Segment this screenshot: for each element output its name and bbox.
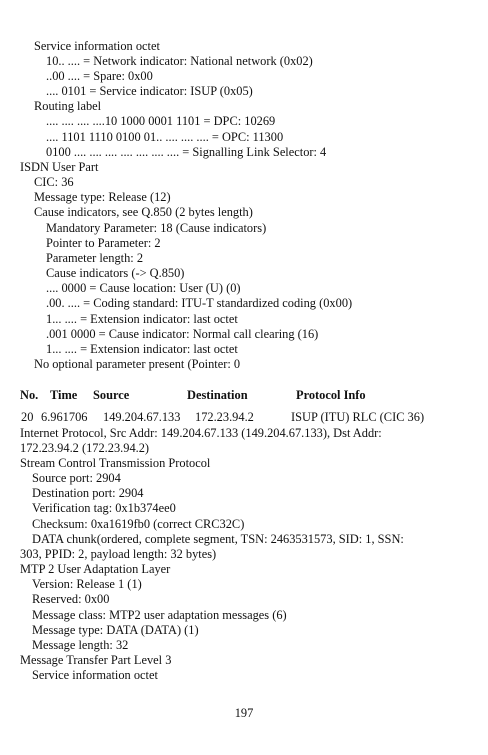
column-header-destination: Destination (187, 388, 248, 402)
column-header-time: Time (50, 388, 78, 402)
text-line: Pointer to Parameter: 2 (46, 236, 161, 250)
text-line: CIC: 36 (34, 175, 74, 189)
text-line: Stream Control Transmission Protocol (20, 456, 211, 470)
text-line: Routing label (34, 99, 102, 113)
text-line: ISDN User Part (20, 160, 99, 174)
cell-destination: 172.23.94.2 (195, 410, 254, 424)
text-line: MTP 2 User Adaptation Layer (20, 562, 171, 576)
text-line: No optional parameter present (Pointer: 0 (34, 357, 241, 371)
column-header-protocol-info: Protocol Info (296, 388, 366, 402)
text-line: Parameter length: 2 (46, 251, 144, 265)
text-line: .... 0101 = Service indicator: ISUP (0x05) (46, 84, 253, 98)
text-line: Internet Protocol, Src Addr: 149.204.67.133 (149.204.67.133), Dst Addr: (20, 426, 382, 440)
text-line: Message class: MTP2 user adaptation messages (6) (32, 608, 287, 622)
text-line: Destination port: 2904 (32, 486, 144, 500)
text-line: 172.23.94.2 (172.23.94.2) (20, 441, 150, 455)
text-line: Service information octet (34, 39, 160, 53)
text-line: .... .... .... ....10 1000 0001 1101 = DPC: 10269 (46, 114, 276, 128)
cell-source: 149.204.67.133 (103, 410, 181, 424)
text-line: ..00 .... = Spare: 0x00 (46, 69, 153, 83)
text-line: .00. .... = Coding standard: ITU-T standardized coding (0x00) (46, 296, 353, 310)
text-line: Checksum: 0xa1619fb0 (correct CRC32C) (32, 517, 245, 531)
text-line: Version: Release 1 (1) (32, 577, 142, 591)
text-line: DATA chunk(ordered, complete segment, TSN: 2463531573, SID: 1, SSN: (32, 532, 404, 546)
text-line: Verification tag: 0x1b374ee0 (32, 501, 176, 515)
column-header-source: Source (93, 388, 130, 402)
cell-no: 20 (21, 410, 34, 424)
text-line: Cause indicators, see Q.850 (2 bytes length) (34, 205, 253, 219)
cell-time: 6.961706 (41, 410, 88, 424)
text-line: Message type: Release (12) (34, 190, 171, 204)
text-line: 1... .... = Extension indicator: last octet (46, 342, 238, 356)
column-header-no: No. (20, 388, 39, 402)
text-line: Mandatory Parameter: 18 (Cause indicators) (46, 221, 267, 235)
text-line: 10.. .... = Network indicator: National network (0x02) (46, 54, 313, 68)
text-line: Cause indicators (-> Q.850) (46, 266, 185, 280)
text-line: Message Transfer Part Level 3 (20, 653, 172, 667)
cell-info: ISUP (ITU) RLC (CIC 36) (291, 410, 425, 424)
text-line: .... 0000 = Cause location: User (U) (0) (46, 281, 241, 295)
text-line: .... 1101 1110 0100 01.. .... .... .... = OPC: 11300 (46, 130, 284, 144)
text-line: Service information octet (32, 668, 158, 682)
text-line: Source port: 2904 (32, 471, 121, 485)
text-line: Message length: 32 (32, 638, 129, 652)
text-line: Reserved: 0x00 (32, 592, 110, 606)
text-line: Message type: DATA (DATA) (1) (32, 623, 199, 637)
text-line: 1... .... = Extension indicator: last octet (46, 312, 238, 326)
text-line: 0100 .... .... .... .... .... .... .... = Signalling Link Selector: 4 (46, 145, 327, 159)
text-line: 303, PPID: 2, payload length: 32 bytes) (20, 547, 217, 561)
text-line: .001 0000 = Cause indicator: Normal call clearing (16) (46, 327, 319, 341)
page-number: 197 (234, 706, 254, 720)
